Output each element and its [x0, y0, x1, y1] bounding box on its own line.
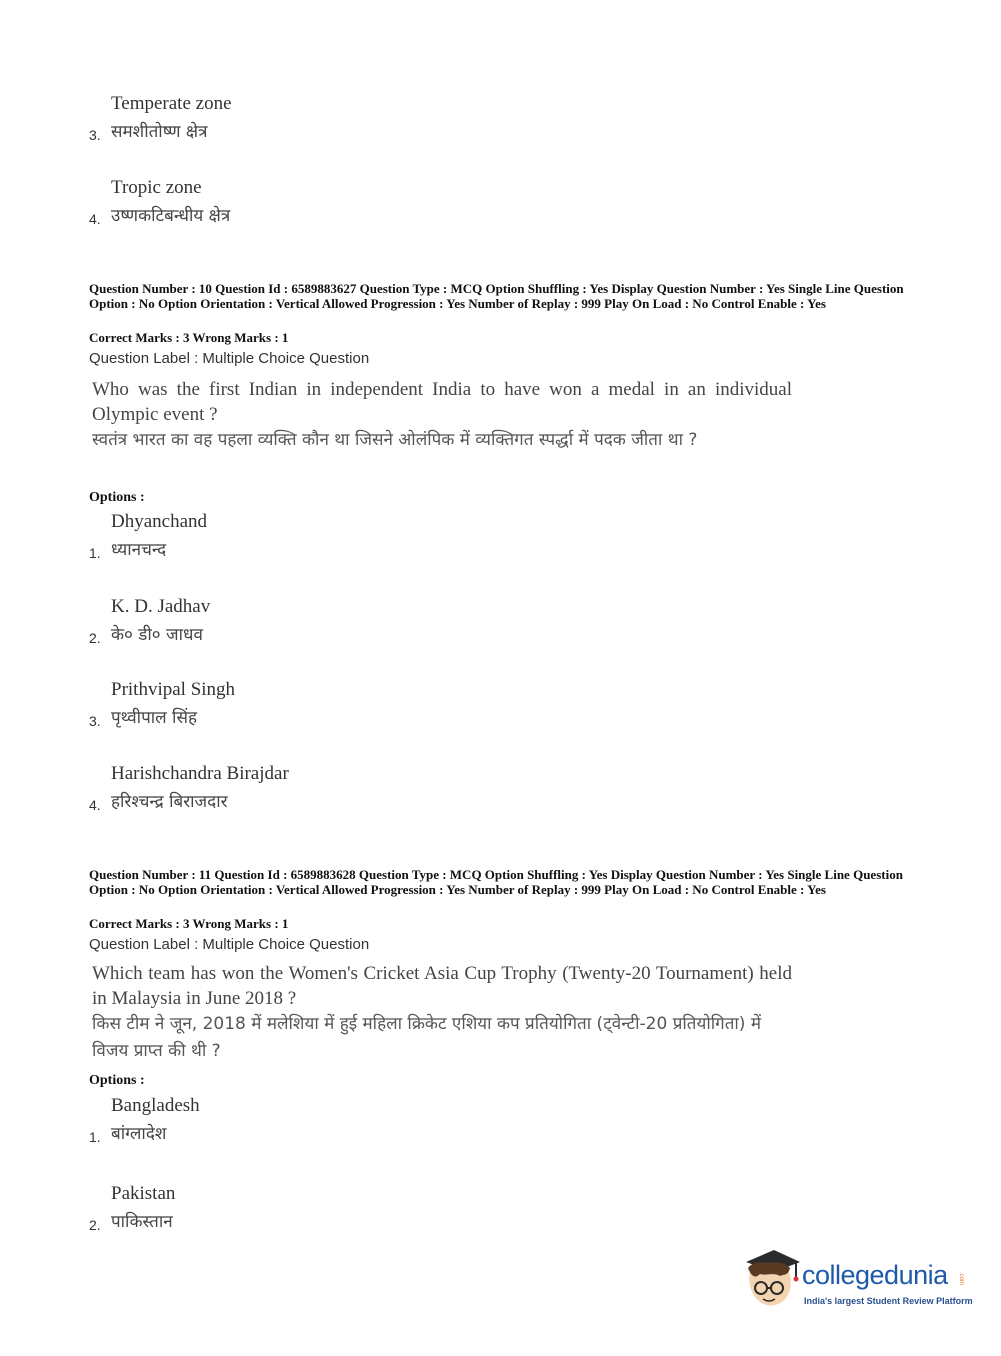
option-text-hi: हरिश्चन्द्र बिराजदार: [111, 792, 228, 812]
options-heading: Options :: [89, 490, 145, 505]
option-number: 4.: [89, 211, 101, 227]
option-text-en: Bangladesh: [111, 1095, 200, 1116]
options-heading: Options :: [89, 1073, 145, 1088]
collegedunia-logo: [740, 1246, 973, 1316]
question-text-hi: स्वतंत्र भारत का वह पहला व्यक्ति कौन था जिसने ओलंपिक में व्यक्तिगत स्पर्द्धा में पदक जीता था ?: [92, 430, 698, 450]
option-text-en: Tropic zone: [111, 177, 202, 198]
question-text-en: Who was the first Indian in independent India to have won a medal in an individual Olympic event ?: [92, 379, 792, 425]
option-text-hi: उष्णकटिबन्धीय क्षेत्र: [111, 206, 231, 226]
option-number: 2.: [89, 1217, 101, 1233]
option-text-hi: पाकिस्तान: [111, 1212, 173, 1232]
question-text-en: Which team has won the Women's Cricket Asia Cup Trophy (Twenty-20 Tournament) held in Malaysia in June 2018 ?: [92, 963, 792, 1009]
option-text-en: K. D. Jadhav: [111, 596, 211, 617]
question-meta: Question Number : 11 Question Id : 6589883628 Question Type : MCQ Option Shuffling : Yes Display Question Number : Yes Single Line Question Option : No Option Orientation : Vertical Allowed Progression : Yes Number of Replay : 999 Play On Load : No Control Enable : Yes: [89, 867, 903, 897]
mascot-icon: [740, 1248, 802, 1314]
option-number: 1.: [89, 545, 101, 561]
brand-tagline: India's largest Student Review Platform: [804, 1296, 973, 1306]
option-text-en: Harishchandra Birajdar: [111, 763, 289, 784]
brand-domain: .com: [958, 1272, 964, 1286]
option-number: 3.: [89, 127, 101, 143]
option-number: 1.: [89, 1129, 101, 1145]
question-label: Question Label : Multiple Choice Question: [89, 936, 370, 953]
option-text-en: Dhyanchand: [111, 511, 208, 532]
option-text-hi: बांग्लादेश: [111, 1124, 167, 1144]
option-text-en: Prithvipal Singh: [111, 679, 236, 700]
option-text-hi: समशीतोष्ण क्षेत्र: [111, 122, 208, 142]
brand-name: collegedunia: [802, 1260, 948, 1290]
option-text-hi: ध्यानचन्द: [111, 540, 167, 560]
question-label: Question Label : Multiple Choice Question: [89, 350, 370, 367]
option-text-hi: पृथ्वीपाल सिंह: [111, 708, 197, 728]
question-marks: Correct Marks : 3 Wrong Marks : 1: [89, 916, 289, 931]
option-number: 4.: [89, 797, 101, 813]
question-text-hi: किस टीम ने जून, 2018 में मलेशिया में हुई महिला क्रिकेट एशिया कप प्रतियोगिता (ट्वेन्टी-20 प्रतियोगिता) में विजय प्राप्त की थी ?: [92, 1014, 761, 1061]
option-text-en: Pakistan: [111, 1183, 176, 1204]
question-meta: Question Number : 10 Question Id : 6589883627 Question Type : MCQ Option Shuffling : Yes Display Question Number : Yes Single Line Question Option : No Option Orientation : Vertical Allowed Progression : Yes Number of Replay : 999 Play On Load : No Control Enable : Yes: [89, 281, 904, 311]
option-text-hi: के० डी० जाधव: [111, 625, 203, 645]
question-marks: Correct Marks : 3 Wrong Marks : 1: [89, 330, 289, 345]
option-number: 3.: [89, 713, 101, 729]
option-text-en: Temperate zone: [111, 93, 232, 114]
option-number: 2.: [89, 630, 101, 646]
